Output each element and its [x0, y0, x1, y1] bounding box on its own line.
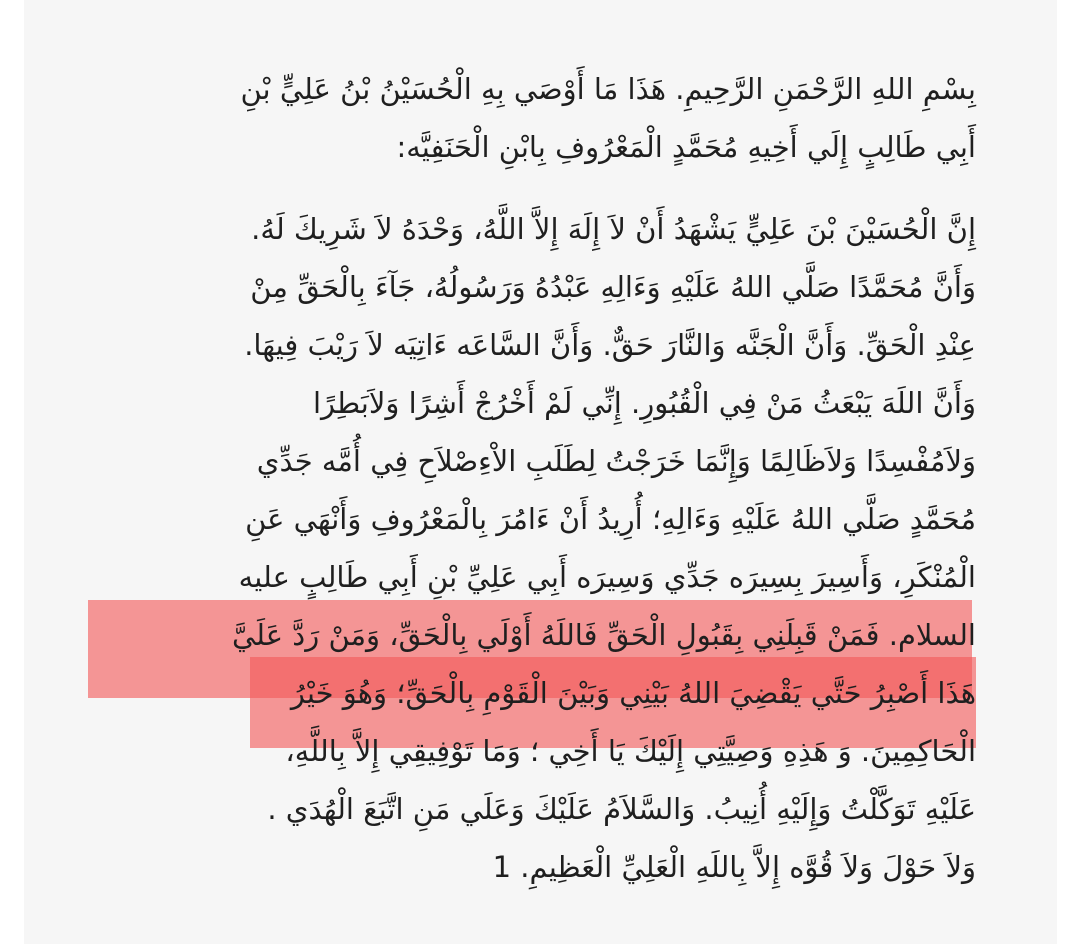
text-line: إِنَّ الْحُسَيْنَ بْنَ عَلِيٍّ يَشْهَدُ أَنْ لاَ إِلَهَ إِلاَّ اللَّهُ، وَحْدَهُ لاَ شَرِيكَ لَهُ.	[251, 212, 976, 246]
text-line: أَبِي طَالِبٍ إِلَي أَخِيهِ مُحَمَّدٍ الْمَعْرُوفِ بِابْنِ الْحَنَفِيَّه:	[396, 130, 976, 164]
text-line: بِسْمِ اللهِ الرَّحْمَنِ الرَّحِيمِ. هَذَا مَا أَوْصَي بِهِ الْحُسَيْنُ بْنُ عَلِيٍّ بْنِ	[240, 72, 976, 106]
text-line: عِنْدِ الْحَقِّ. وَأَنَّ الْجَنَّه وَالنَّارَ حَقٌّ. وَأَنَّ السَّاعَه ءَاتِيَه لاَ رَيْبَ فِيهَا.	[244, 328, 976, 362]
text-line: وَأَنَّ اللَهَ يَبْعَثُ مَنْ فِي الْقُبُورِ. إِنِّي لَمْ أَخْرُجْ أَشِرًا وَلاَبَطِرًا	[312, 386, 976, 420]
header-paragraph	[106, 60, 976, 176]
text-line: الْحَاكِمِينَ. وَ هَذِهِ وَصِيَّتِي إِلَيْكَ يَا أَخِي ؛ وَمَا تَوْفِيقِي إِلاَّ بِاللَّهِ،	[285, 734, 976, 768]
text-line: وَلاَمُفْسِدًا وَلاَظَالِمًا وَإِنَّمَا خَرَجْتُ لِطَلَبِ الاْءِصْلاَحِ فِي أُمَّه جَدِّي	[256, 444, 976, 478]
body-paragraph	[106, 200, 976, 896]
text-line: هَذَا أَصْبِرُ حَتَّي يَقْضِيَ اللهُ بَيْنِي وَبَيْنَ الْقَوْمِ بِالْحَقِّ؛ وَهُوَ خَيْرُ	[290, 676, 976, 710]
text-line: وَأَنَّ مُحَمَّدًا صَلَّي اللهُ عَلَيْهِ وَءَالِهِ عَبْدُهُ وَرَسُولُهُ، جَآءَ بِالْحَقِّ مِنْ	[250, 270, 976, 304]
text-line: وَلاَ حَوْلَ وَلاَ قُوَّه إِلاَّ بِاللَهِ الْعَلِيِّ الْعَظِيمِ. 1	[492, 850, 976, 884]
text-line: الْمُنْكَرِ، وَأَسِيرَ بِسِيرَه جَدِّي وَسِيرَه أَبِي عَلِيِّ بْنِ أَبِي طَالِبٍ عليه	[238, 560, 976, 594]
text-line: مُحَمَّدٍ صَلَّي اللهُ عَلَيْهِ وَءَالِهِ؛ أُرِيدُ أَنْ ءَامُرَ بِالْمَعْرُوفِ وَأَنْهَي عَنِ	[245, 502, 976, 536]
text-line: السلام. فَمَنْ قَبِلَنِي بِقَبُولِ الْحَقِّ فَاللَهُ أَوْلَي بِالْحَقِّ، وَمَنْ رَدَّ عَلَيَّ	[232, 618, 976, 652]
text-line: عَلَيْهِ تَوَكَّلْتُ وَإِلَيْهِ أُنِيبُ. وَالسَّلاَمُ عَلَيْكَ وَعَلَي مَنِ اتَّبَعَ الْهُدَي .	[267, 792, 976, 826]
